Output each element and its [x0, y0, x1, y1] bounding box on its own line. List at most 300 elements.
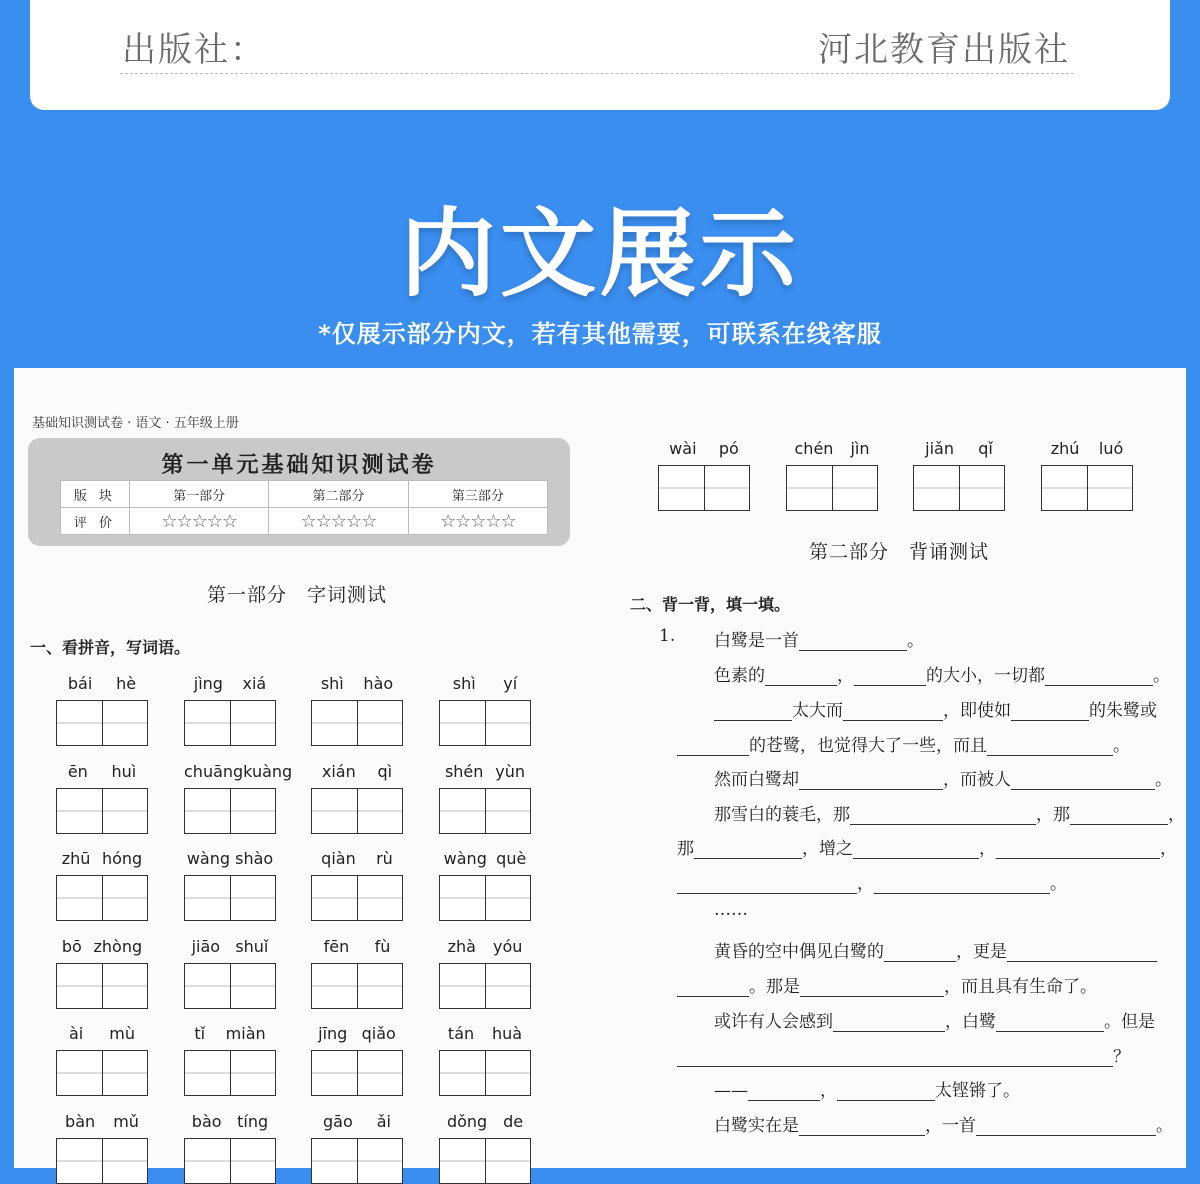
pinyin-syllable: jìng [193, 674, 223, 693]
pinyin-syllable: hào [363, 674, 394, 693]
pinyin-label [439, 849, 531, 871]
word-writing-cell [56, 1112, 148, 1184]
word-writing-cell [184, 849, 276, 921]
recite-line [714, 661, 1170, 686]
pinyin-syllable: fēn [323, 936, 350, 956]
fill-blank[interactable] [996, 840, 1160, 859]
pinyin-syllable: yùn [495, 761, 526, 781]
pinyin-syllable: tíng [237, 1111, 269, 1131]
pinyin-syllable: wàng [443, 849, 487, 868]
text: ， [979, 839, 996, 859]
pinyin-label [56, 762, 148, 784]
text: 或许有人会感到 [714, 1012, 833, 1032]
text: 。 [1155, 770, 1172, 790]
ellipsis: …… [714, 900, 748, 920]
pinyin-syllable: shì [452, 674, 476, 693]
pinyin-label [439, 1024, 531, 1046]
writing-box[interactable] [312, 1139, 358, 1183]
tianzige-boxes [311, 1138, 403, 1184]
writing-box[interactable] [358, 789, 403, 833]
writing-box[interactable] [486, 876, 531, 920]
score-row-label: 评 价 [61, 508, 130, 535]
pinyin-syllable: bàn [65, 1111, 96, 1131]
tianzige-boxes [56, 963, 148, 1009]
pinyin-label [786, 439, 878, 461]
score-table [60, 480, 548, 535]
pinyin-syllable: fù [374, 936, 391, 956]
text: 白鹭实在是 [714, 1116, 799, 1136]
writing-box[interactable] [231, 789, 276, 833]
writing-box[interactable] [705, 466, 750, 510]
fill-blank[interactable] [748, 1082, 820, 1101]
tianzige-boxes [439, 1138, 531, 1184]
recite-line [714, 696, 1157, 721]
text: 那 [677, 839, 694, 859]
word-writing-cell [311, 1112, 403, 1184]
part1-title: 第一部分 字词测试 [207, 584, 388, 606]
writing-box[interactable] [103, 876, 148, 920]
pinyin-label [311, 1112, 403, 1134]
tianzige-boxes [658, 465, 750, 511]
pinyin-syllable: jīng [318, 1024, 348, 1043]
tianzige-boxes [184, 1138, 276, 1184]
tianzige-boxes [311, 875, 403, 921]
writing-box[interactable] [312, 701, 358, 745]
pinyin-label [56, 1024, 148, 1046]
recite-line [714, 1076, 1020, 1101]
text: 的大小，一切都 [926, 666, 1045, 686]
pinyin-syllable: de [503, 1111, 524, 1131]
pinyin-label [311, 937, 403, 959]
fill-blank[interactable] [1045, 667, 1153, 686]
pinyin-label [184, 674, 276, 696]
text: ，即使如 [943, 701, 1011, 721]
writing-box[interactable] [185, 876, 231, 920]
writing-box[interactable] [440, 1139, 486, 1183]
pinyin-syllable: shì [320, 674, 344, 693]
pinyin-syllable: bō [61, 936, 82, 956]
pinyin-label [658, 439, 750, 461]
writing-box[interactable] [486, 964, 531, 1008]
writing-box[interactable] [486, 1139, 531, 1183]
text: ，而且具有生命了。 [944, 977, 1097, 997]
word-writing-cell [184, 1024, 276, 1096]
word-writing-cell [56, 1024, 148, 1096]
writing-box[interactable] [103, 1051, 148, 1095]
question2-label: 二、背一背，填一填。 [630, 595, 791, 614]
pinyin-label [56, 937, 148, 959]
fill-blank[interactable] [800, 978, 944, 997]
star-icons: ☆☆☆☆☆ [161, 510, 237, 532]
word-writing-cell [439, 1112, 531, 1184]
text: ， [1160, 839, 1177, 859]
pinyin-syllable: mǔ [113, 1111, 139, 1131]
tianzige-boxes [311, 788, 403, 834]
tianzige-boxes [913, 465, 1005, 511]
star-rating [130, 508, 269, 535]
fill-blank[interactable] [799, 1117, 925, 1136]
pinyin-syllable: huà [491, 1024, 523, 1043]
score-header-cell: 第一部分 [130, 481, 269, 508]
text: ， [1168, 805, 1185, 825]
fill-blank[interactable] [854, 667, 926, 686]
star-rating [408, 508, 547, 535]
fill-blank[interactable] [677, 875, 857, 894]
pinyin-label [56, 674, 148, 696]
text: 。 [1153, 666, 1170, 686]
word-writing-cell [439, 674, 531, 746]
text: ，更是 [956, 942, 1007, 962]
writing-box[interactable] [103, 964, 148, 1008]
text: 的苍鹭，也觉得大了一些，而且 [749, 736, 987, 756]
writing-box[interactable] [358, 964, 403, 1008]
fill-blank[interactable] [677, 737, 749, 756]
word-writing-cell [184, 761, 293, 834]
word-writing-cell [184, 674, 276, 746]
title-box [28, 438, 570, 546]
writing-box[interactable] [103, 789, 148, 833]
tianzige-boxes [56, 1138, 148, 1184]
tianzige-boxes [439, 1050, 531, 1096]
pinyin-syllable: gāo [323, 1111, 353, 1131]
tianzige-boxes [56, 788, 148, 834]
fill-blank[interactable] [1007, 943, 1157, 962]
score-header-cell: 第二部分 [269, 481, 408, 508]
text: 然而白鹭却 [714, 770, 799, 790]
writing-box[interactable] [103, 1139, 148, 1183]
pinyin-syllable: dǒng [446, 1111, 488, 1131]
fill-blank[interactable] [884, 943, 956, 962]
word-writing-cell [311, 674, 403, 746]
pinyin-syllable: xián [321, 761, 356, 781]
pinyin-label [184, 1024, 276, 1046]
pinyin-syllable: rù [376, 849, 393, 868]
fill-blank[interactable] [850, 806, 1036, 825]
fill-blank[interactable] [1070, 806, 1168, 825]
pinyin-syllable: què [496, 849, 527, 868]
writing-box[interactable] [440, 964, 486, 1008]
tianzige-boxes [439, 963, 531, 1009]
fill-blank[interactable] [1011, 702, 1089, 721]
pinyin-syllable: zhòng [93, 936, 143, 956]
tianzige-boxes [439, 788, 531, 834]
word-writing-cell [184, 1112, 276, 1184]
recite-line [677, 1042, 1130, 1067]
text: ？ [1113, 1047, 1130, 1067]
tianzige-boxes [1041, 465, 1133, 511]
tianzige-boxes [56, 700, 148, 746]
writing-box[interactable] [57, 1051, 103, 1095]
pinyin-syllable: ǎi [376, 1111, 391, 1131]
writing-box[interactable] [312, 1051, 358, 1095]
text: 太铿锵了。 [935, 1081, 1020, 1101]
pinyin-syllable: qì [377, 761, 393, 781]
pinyin-syllable: tǐ [194, 1024, 206, 1043]
text: 。但是 [1104, 1012, 1155, 1032]
pinyin-syllable: yóu [493, 936, 523, 956]
tianzige-boxes [184, 1050, 276, 1096]
pinyin-label [439, 1112, 531, 1134]
pinyin-syllable: tán [447, 1024, 475, 1043]
pinyin-label [184, 1112, 276, 1134]
pinyin-syllable: bái [67, 674, 93, 693]
writing-box[interactable] [57, 701, 103, 745]
question1-label: 一、看拼音，写词语。 [30, 638, 191, 657]
pinyin-syllable: qǐ [978, 439, 993, 458]
text: —— [714, 1081, 748, 1101]
recite-line [677, 972, 1097, 997]
recite-line [714, 1007, 1155, 1032]
star-icons: ☆☆☆☆☆ [439, 510, 516, 532]
fill-blank[interactable] [996, 1013, 1104, 1032]
pinyin-label [184, 937, 276, 959]
word-writing-cell [56, 849, 148, 921]
writing-box[interactable] [1042, 466, 1088, 510]
recite-line [677, 731, 1130, 756]
pinyin-syllable: ēn [67, 761, 88, 781]
writing-box[interactable] [57, 876, 103, 920]
pinyin-syllable: bào [191, 1111, 222, 1131]
writing-box[interactable] [1088, 466, 1133, 510]
pinyin-label [439, 762, 531, 784]
text: ， [820, 1081, 837, 1101]
pinyin-label [311, 674, 403, 696]
pinyin-syllable: jiǎn [925, 439, 954, 458]
fill-blank[interactable] [833, 1013, 945, 1032]
star-icons: ☆☆☆☆☆ [300, 510, 377, 532]
text: 的朱鹭或 [1089, 701, 1157, 721]
tianzige-boxes [56, 875, 148, 921]
pinyin-syllable: mù [109, 1024, 135, 1043]
writing-box[interactable] [914, 466, 960, 510]
pinyin-syllable: chuāngkuàng [184, 761, 293, 781]
banner-subtitle: *仅展示部分内文，若有其他需要，可联系在线客服 [318, 320, 882, 348]
writing-box[interactable] [486, 1051, 531, 1095]
text: ，而被人 [943, 770, 1011, 790]
writing-box[interactable] [312, 964, 358, 1008]
recite-line [714, 937, 1157, 962]
text: ，一首 [925, 1116, 976, 1136]
pinyin-syllable: pó [718, 439, 739, 458]
word-writing-cell [311, 762, 403, 834]
fill-blank[interactable] [837, 1082, 935, 1101]
text: 。那是 [749, 977, 800, 997]
recite-line [677, 834, 1177, 859]
pinyin-syllable: zhú [1050, 439, 1080, 458]
word-writing-cell [439, 1024, 531, 1096]
writing-box[interactable] [231, 1139, 276, 1183]
text: ，白鹭 [945, 1012, 996, 1032]
fill-blank[interactable] [677, 978, 749, 997]
writing-box[interactable] [57, 789, 103, 833]
text: 黄昏的空中偶见白鹭的 [714, 942, 884, 962]
pinyin-label [56, 1112, 148, 1134]
pinyin-syllable: hè [116, 674, 137, 693]
fill-blank[interactable] [987, 737, 1113, 756]
tianzige-boxes [439, 875, 531, 921]
fill-blank[interactable] [976, 1117, 1156, 1136]
word-writing-cell [311, 1024, 403, 1096]
fill-blank[interactable] [694, 840, 802, 859]
writing-box[interactable] [103, 701, 148, 745]
pinyin-syllable: xiá [242, 674, 267, 693]
text: 。 [1050, 874, 1067, 894]
pinyin-label [311, 762, 403, 784]
fill-blank[interactable] [799, 632, 907, 651]
writing-box[interactable] [231, 1051, 276, 1095]
writing-box[interactable] [440, 701, 486, 745]
writing-box[interactable] [185, 789, 231, 833]
tianzige-boxes [786, 465, 878, 511]
pinyin-syllable: qiàn [321, 849, 356, 868]
text: ，增之 [802, 839, 853, 859]
pinyin-label [439, 674, 531, 696]
writing-box[interactable] [358, 701, 403, 745]
text: ， [837, 666, 854, 686]
recite-line [714, 626, 924, 651]
pinyin-label [311, 1024, 403, 1046]
word-writing-cell [439, 762, 531, 834]
writing-box[interactable] [358, 876, 403, 920]
text: ，那 [1036, 805, 1070, 825]
text: 。 [907, 631, 924, 651]
writing-box[interactable] [833, 466, 878, 510]
writing-box[interactable] [57, 1139, 103, 1183]
recite-line [714, 1111, 1173, 1136]
writing-box[interactable] [659, 466, 705, 510]
pinyin-syllable: jìn [850, 439, 870, 458]
tianzige-boxes [311, 700, 403, 746]
text: 那雪白的蓑毛，那 [714, 805, 850, 825]
writing-box[interactable] [185, 1051, 231, 1095]
pinyin-label [1041, 439, 1133, 461]
writing-box[interactable] [358, 1051, 403, 1095]
part2-title: 第二部分 背诵测试 [809, 541, 990, 563]
tianzige-boxes [184, 700, 276, 746]
writing-box[interactable] [185, 701, 231, 745]
pinyin-syllable: wàng shào [186, 849, 274, 868]
word-writing-cell [184, 937, 276, 1009]
writing-box[interactable] [440, 789, 486, 833]
score-header-cell: 第三部分 [408, 481, 547, 508]
pinyin-label [184, 849, 276, 871]
tianzige-boxes [184, 963, 276, 1009]
tianzige-boxes [184, 875, 276, 921]
text: 。 [1113, 736, 1130, 756]
tianzige-boxes [311, 963, 403, 1009]
tianzige-boxes [56, 1050, 148, 1096]
divider [120, 73, 1074, 74]
tianzige-boxes [439, 700, 531, 746]
pinyin-syllable: chén [794, 439, 834, 458]
writing-box[interactable] [787, 466, 833, 510]
item-number: 1. [659, 626, 676, 646]
writing-box[interactable] [312, 789, 358, 833]
word-writing-cell [311, 849, 403, 921]
pinyin-label [184, 761, 293, 784]
fill-blank[interactable] [853, 840, 979, 859]
fill-blank[interactable] [677, 1048, 1113, 1067]
pinyin-syllable: miàn [225, 1024, 266, 1043]
pinyin-label [439, 937, 531, 959]
pinyin-syllable: shuǐ [235, 936, 269, 956]
running-head: 基础知识测试卷 · 语文 · 五年级上册 [32, 416, 239, 431]
writing-box[interactable] [486, 701, 531, 745]
score-header-cell: 版 块 [61, 481, 130, 508]
text: 。 [1156, 1116, 1173, 1136]
exam-title: 第一单元基础知识测试卷 [161, 453, 437, 478]
writing-box[interactable] [358, 1139, 403, 1183]
banner-title: 内文展示 [400, 198, 800, 310]
pinyin-syllable: luó [1098, 439, 1124, 458]
publisher-label: 出版社： [122, 30, 266, 70]
word-writing-cell [913, 439, 1005, 511]
writing-box[interactable] [231, 876, 276, 920]
writing-box[interactable] [960, 466, 1005, 510]
pinyin-syllable: zhà [447, 936, 476, 956]
pinyin-syllable: hóng [101, 849, 143, 868]
pinyin-label [311, 849, 403, 871]
writing-box[interactable] [231, 964, 276, 1008]
writing-box[interactable] [486, 789, 531, 833]
pinyin-syllable: zhū [61, 849, 91, 868]
star-rating [269, 508, 408, 535]
pinyin-syllable: wài [669, 439, 697, 458]
pinyin-syllable: yí [503, 674, 518, 693]
exam-paper [14, 368, 1186, 1168]
word-writing-cell [439, 937, 531, 1009]
writing-box[interactable] [312, 876, 358, 920]
text: ， [857, 874, 874, 894]
pinyin-syllable: qiǎo [361, 1024, 396, 1043]
writing-box[interactable] [185, 964, 231, 1008]
writing-box[interactable] [440, 1051, 486, 1095]
text: 太大而 [792, 701, 843, 721]
writing-box[interactable] [440, 876, 486, 920]
fill-blank[interactable] [843, 702, 943, 721]
publisher-value: 河北教育出版社 [818, 30, 1070, 70]
word-writing-cell [786, 439, 878, 511]
fill-blank[interactable] [874, 875, 1050, 894]
recite-line [677, 869, 1067, 894]
recite-line [714, 800, 1185, 825]
text: 白鹭是一首 [714, 631, 799, 651]
word-writing-cell [311, 937, 403, 1009]
recite-line [714, 765, 1172, 790]
fill-blank[interactable] [1011, 771, 1155, 790]
publisher-card [30, 0, 1170, 110]
word-writing-cell [658, 439, 750, 511]
writing-box[interactable] [185, 1139, 231, 1183]
fill-blank[interactable] [799, 771, 943, 790]
tianzige-boxes [311, 1050, 403, 1096]
pinyin-syllable: jiāo [191, 936, 221, 956]
word-writing-cell [56, 762, 148, 834]
pinyin-syllable: huì [111, 761, 137, 781]
pinyin-syllable: ài [69, 1024, 84, 1043]
writing-box[interactable] [57, 964, 103, 1008]
fill-blank[interactable] [765, 667, 837, 686]
writing-box[interactable] [231, 701, 276, 745]
tianzige-boxes [184, 788, 276, 834]
pinyin-label [913, 439, 1005, 461]
pinyin-syllable: shén [444, 761, 484, 781]
word-writing-cell [56, 937, 148, 1009]
fill-blank[interactable] [714, 702, 792, 721]
text: 色素的 [714, 666, 765, 686]
word-writing-cell [439, 849, 531, 921]
pinyin-label [56, 849, 148, 871]
